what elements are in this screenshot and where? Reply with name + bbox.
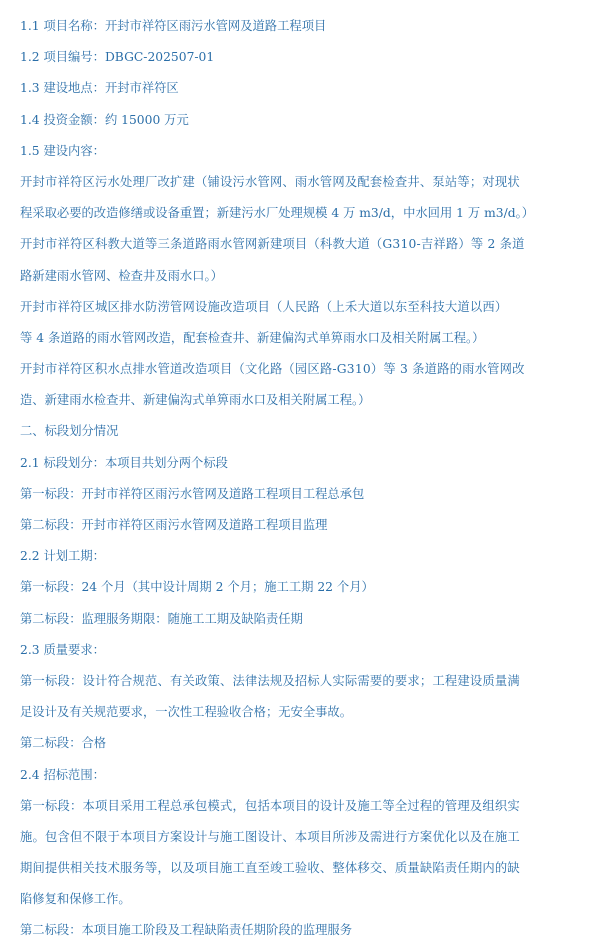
content-item-3-line-2: 等 4 条道路的雨水管网改造，配套检查井、新建偏沟式单箅雨水口及相关附属工程。） bbox=[20, 330, 485, 345]
lot-one-scope-line-1: 第一标段：本项目采用工程总承包模式，包括本项目的设计及施工等全过程的管理及组织实 bbox=[20, 798, 520, 813]
lot-one-duration: 第一标段：24 个月（其中设计周期 2 个月；施工工期 22 个月） bbox=[20, 580, 374, 595]
section-two-heading: 二、标段划分情况 bbox=[20, 424, 119, 439]
tender-scope-heading: 2.4 招标范围： bbox=[20, 767, 105, 782]
lot-one-quality-line-1: 第一标段：设计符合规范、有关政策、法律法规及招标人实际需要的要求；工程建设质量满 bbox=[20, 673, 520, 688]
lot-one-scope-line-4: 陷修复和保修工作。 bbox=[20, 892, 131, 907]
construction-location-line: 1.3 建设地点：开封市祥符区 bbox=[20, 81, 179, 96]
investment-amount-line: 1.4 投资金额：约 15000 万元 bbox=[20, 112, 189, 127]
content-item-4-line-1: 开封市祥符区积水点排水管道改造项目（文化路（园区路-G310）等 3 条道路的雨水管网改 bbox=[20, 362, 525, 377]
content-item-4-line-2: 造、新建雨水检查井、新建偏沟式单箅雨水口及相关附属工程。） bbox=[20, 393, 371, 408]
lot-one-quality-line-2: 足设计及有关规范要求，一次性工程验收合格；无安全事故。 bbox=[20, 705, 353, 720]
project-name-line: 1.1 项目名称：开封市祥符区雨污水管网及道路工程项目 bbox=[20, 19, 327, 33]
lot-two-quality: 第二标段：合格 bbox=[20, 736, 107, 751]
lot-one-scope-line-2: 施。包含但不限于本项目方案设计与施工图设计、本项目所涉及需进行方案优化以及在施工 bbox=[20, 829, 520, 844]
project-number-line: 1.2 项目编号：DBGC-202507-01 bbox=[20, 50, 215, 65]
lot-one-description: 第一标段：开封市祥符区雨污水管网及道路工程项目工程总承包 bbox=[20, 486, 365, 501]
lot-one-scope-line-3: 期间提供相关技术服务等，以及项目施工直至竣工验收、整体移交、质量缺陷责任期内的缺 bbox=[20, 861, 520, 876]
lot-two-description: 第二标段：开封市祥符区雨污水管网及道路工程项目监理 bbox=[20, 518, 328, 532]
quality-requirements-heading: 2.3 质量要求： bbox=[20, 642, 105, 657]
lot-two-scope: 第二标段：本项目施工阶段及工程缺陷责任期阶段的监理服务 bbox=[20, 923, 353, 938]
lot-division-line: 2.1 标段划分：本项目共划分两个标段 bbox=[20, 455, 228, 470]
content-item-1-line-1: 开封市祥符区污水处理厂改扩建（铺设污水管网、雨水管网及配套检查井、泵站等；对现状 bbox=[20, 174, 520, 189]
content-item-3-line-1: 开封市祥符区城区排水防涝管网设施改造项目（人民路（上禾大道以东至科技大道以西） bbox=[20, 299, 508, 314]
content-item-2-line-1: 开封市祥符区科教大道等三条道路雨水管网新建项目（科教大道（G310-吉祥路）等 2 条道 bbox=[20, 237, 525, 252]
planned-duration-heading: 2.2 计划工期： bbox=[20, 549, 105, 564]
construction-content-heading: 1.5 建设内容： bbox=[20, 143, 105, 158]
content-item-1-line-2: 程采取必要的改造修缮或设备重置；新建污水厂处理规模 4 万 m3/d，中水回用 1 万 m3/d。） bbox=[20, 206, 535, 221]
content-item-2-line-2: 路新建雨水管网、检查井及雨水口。） bbox=[20, 268, 223, 283]
lot-two-duration: 第二标段：监理服务期限：随施工工期及缺陷责任期 bbox=[20, 611, 303, 626]
